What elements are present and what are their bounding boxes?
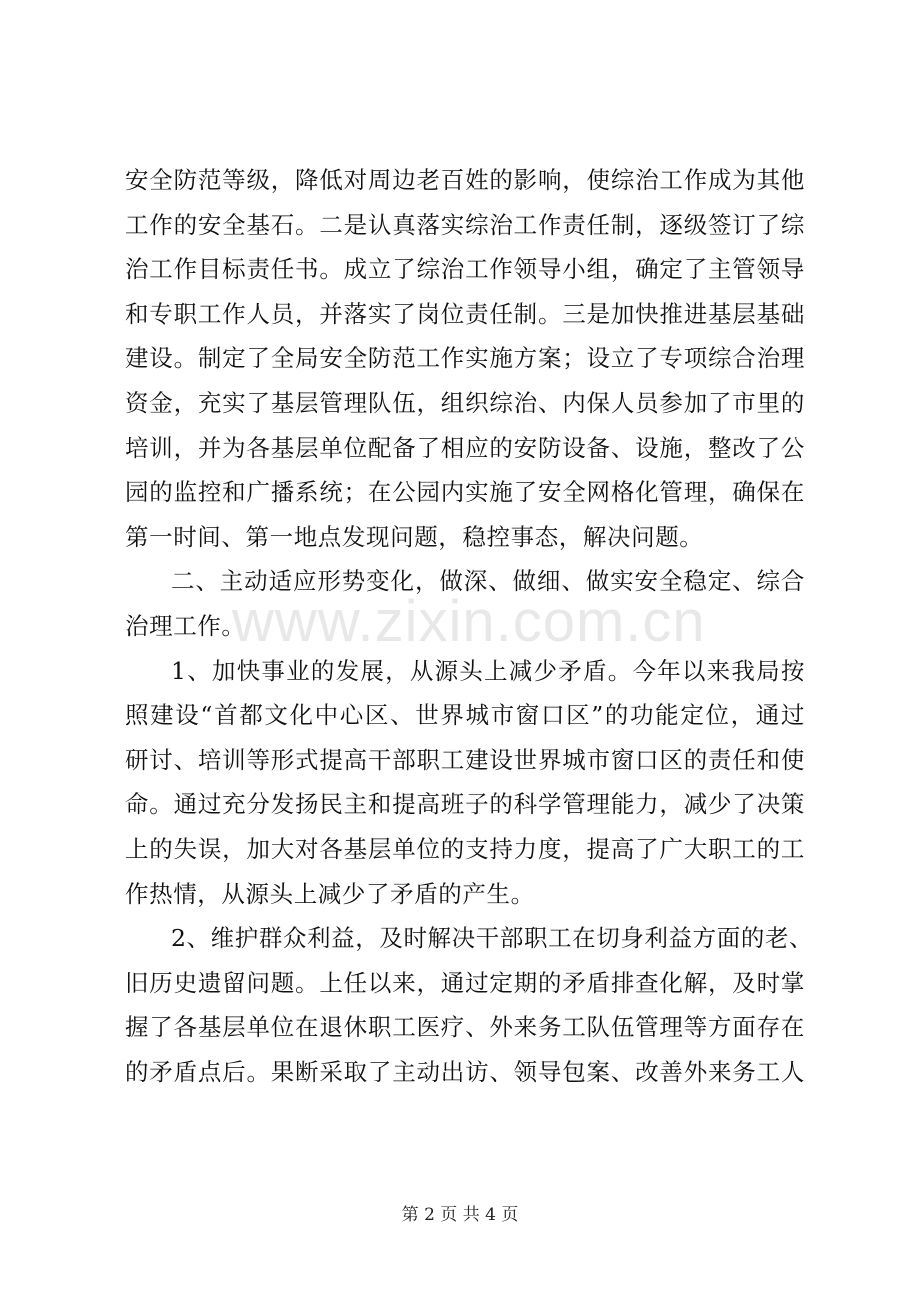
text-line: 握了各基层单位在退休职工医疗、外来务工队伍管理等方面存在 bbox=[125, 1013, 805, 1042]
text-line: 工作的安全基石。二是认真落实综治工作责任制，逐级签订了综 bbox=[125, 210, 805, 239]
section-heading-line: 二、主动适应形势变化，做深、做细、做实安全稳定、综合 bbox=[171, 567, 805, 596]
text-line: 上的失误，加大对各基层单位的支持力度，提高了广大职工的工 bbox=[125, 834, 805, 863]
text-line: 治工作目标责任书。成立了综治工作领导小组，确定了主管领导 bbox=[125, 255, 805, 284]
text-line: 园的监控和广播系统；在公园内实施了安全网格化管理，确保在 bbox=[125, 478, 805, 507]
text-line: 培训，并为各基层单位配备了相应的安防设备、设施，整改了公 bbox=[125, 433, 805, 462]
section-heading-line: 治理工作。 bbox=[125, 611, 246, 640]
text-line: 和专职工作人员，并落实了岗位责任制。三是加快推进基层基础 bbox=[125, 299, 805, 328]
page-number-footer: 第 2 页 共 4 页 bbox=[401, 1205, 519, 1225]
paragraph-start-line: 1、加快事业的发展，从源头上减少矛盾。今年以来我局按 bbox=[171, 656, 805, 685]
text-line: 照建设“首都文化中心区、世界城市窗口区”的功能定位，通过 bbox=[125, 701, 805, 730]
text-line: 第一时间、第一地点发现问题，稳控事态，解决问题。 bbox=[125, 522, 704, 551]
paragraph-start-line: 2、维护群众利益，及时解决干部职工在切身利益方面的老、 bbox=[171, 924, 814, 953]
text-line: 资金，充实了基层管理队伍，组织综治、内保人员参加了市里的 bbox=[125, 388, 805, 417]
text-line: 安全防范等级，降低对周边老百姓的影响，使综治工作成为其他 bbox=[125, 166, 805, 194]
watermark: www.zixin.com.cn bbox=[232, 589, 706, 654]
text-line: 建设。制定了全局安全防范工作实施方案；设立了专项综合治理 bbox=[125, 344, 805, 373]
text-line: 作热情，从源头上减少了矛盾的产生。 bbox=[125, 879, 535, 908]
text-line: 旧历史遗留问题。上任以来，通过定期的矛盾排查化解，及时掌 bbox=[125, 968, 805, 997]
text-line: 命。通过充分发扬民主和提高班子的科学管理能力，减少了决策 bbox=[125, 790, 805, 819]
text-line: 的矛盾点后。果断采取了主动出访、领导包案、改善外来务工人 bbox=[125, 1057, 805, 1086]
text-line: 研讨、培训等形式提高干部职工建设世界城市窗口区的责任和使 bbox=[125, 745, 805, 774]
